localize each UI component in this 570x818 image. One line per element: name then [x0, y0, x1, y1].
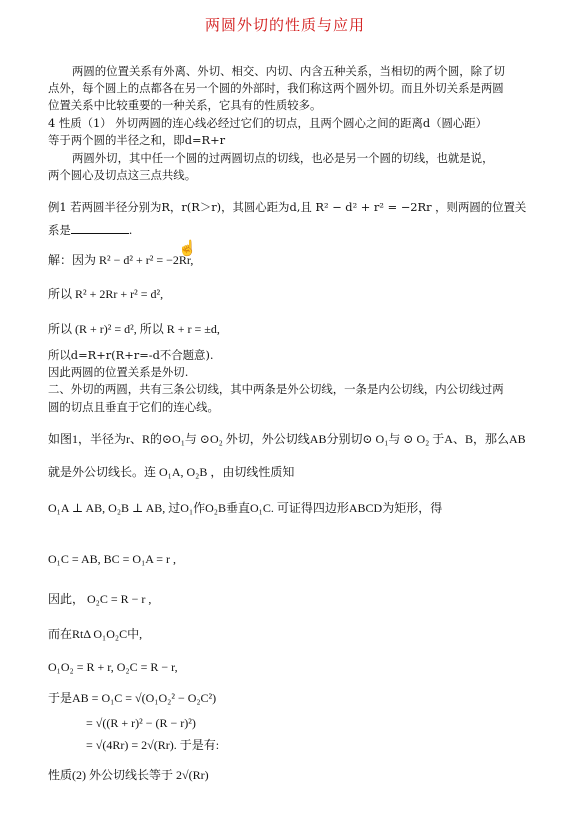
math-line: 解：因为 R² − d² + r² = −2Rr,	[48, 253, 194, 267]
answer-blank	[71, 222, 129, 234]
hand-cursor-icon: ☝	[178, 239, 197, 257]
math-line: 如图1，半径为r、R的⊙O₁与 ⊙O₂ 外切，外公切线AB分别切⊙ O₁与 ⊙ O₂ 于A、B，那么AB	[48, 432, 526, 446]
page-title: 两圆外切的性质与应用	[204, 16, 365, 34]
math-line: O₁O₂ = R + r, O₂C = R − r,	[48, 660, 178, 674]
example-line-text: 系是	[48, 223, 71, 237]
text-line: 点外，每个圆上的点都各在另一个圆的外部时，我们称这两个圆外切。而且外切关系是两圆	[48, 81, 504, 95]
text-line: 两个圆心及切点这三点共线。	[48, 168, 197, 182]
text-line: 两圆外切，其中任一个圆的过两圆切点的切线，也必是另一个圆的切线，也就是说，	[72, 151, 494, 165]
math-line: 所以 R² + 2Rr + r² = d²,	[48, 287, 164, 301]
math-line: = √((R + r)² − (R − r)²)	[86, 716, 196, 730]
text-line: 因此两圆的位置关系是外切.	[48, 365, 189, 379]
example-line: 系是 .	[48, 223, 133, 237]
text-line: 两圆的位置关系有外离、外切、相交、内切、内含五种关系，当相切的两个圆，除了切	[72, 64, 505, 78]
math-line: O₁A ⊥ AB, O₂B ⊥ AB, 过O₁作O₂B垂直O₁C. 可证得四边形ABCD为矩形，得	[48, 501, 443, 515]
text-line: 二、外切的两圆，共有三条公切线，其中两条是外公切线，一条是内公切线，内公切线过两	[48, 382, 504, 396]
math-line: 而在RtΔ O₁O₂C中,	[48, 627, 143, 641]
example-line: 例1 若两圆半径分别为R，r(R＞r)，其圆心距为d,且 R² − d² + r² = −2Rr ，则两圆的位置关	[48, 200, 527, 214]
math-line: = √(4Rr) = 2√(Rr). 于是有:	[86, 738, 220, 752]
text-line: 位置关系中比较重要的一种关系，它具有的性质较多。	[48, 98, 322, 112]
text-line: 4 性质（1） 外切两圆的连心线必经过它们的切点，且两个圆心之间的距离d（圆心距）	[48, 116, 488, 130]
math-line: O₁C = AB, BC = O₁A = r ,	[48, 552, 177, 566]
math-line: 所以 (R + r)² = d², 所以 R + r = ±d,	[48, 322, 220, 336]
math-line: 就是外公切线长。连 O₁A, O₂B ，由切线性质知	[48, 465, 295, 479]
text-line: 等于两个圆的半径之和，即d=R+r	[48, 133, 226, 147]
text-line: 圆的切点且垂直于它们的连心线。	[48, 400, 219, 414]
math-line: 于是AB = O₁C = √(O₁O₂² − O₂C²)	[48, 691, 217, 705]
math-line: 性质(2) 外公切线长等于 2√(Rr)	[48, 768, 209, 782]
text-line: 所以d=R+r(R+r=-d不合题意).	[48, 348, 214, 362]
math-line: 因此， O₂C = R − r ,	[48, 592, 152, 606]
